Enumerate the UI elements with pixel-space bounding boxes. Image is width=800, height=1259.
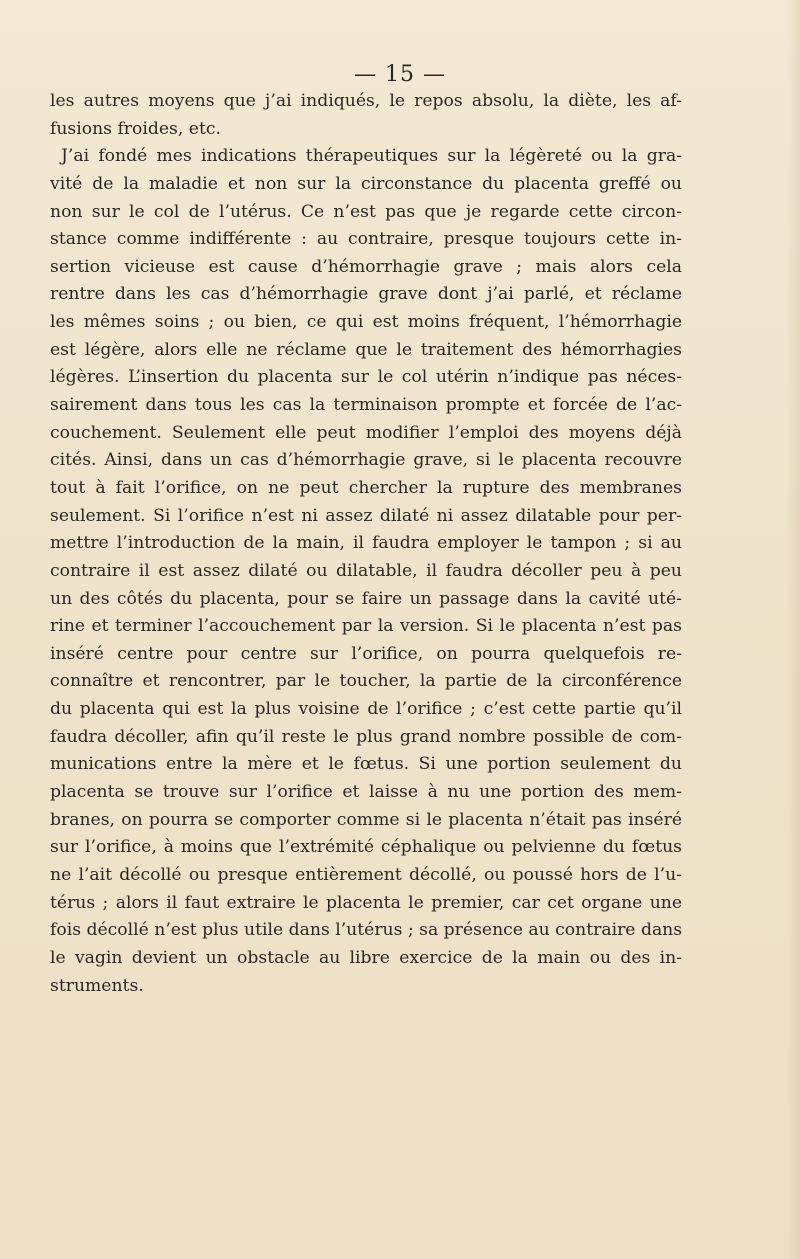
text-line: fois décollé n’est plus utile dans l’utérus ; sa présence au contraire dans: [50, 920, 683, 941]
text-line: fusions froides, etc.: [50, 118, 221, 139]
text-line: connaître et rencontrer, par le toucher, la partie de la circonférence: [50, 671, 682, 692]
text-line: munications entre la mère et le fœtus. Si une portion seulement du: [50, 754, 682, 775]
text-line: rentre dans les cas d’hémorrhagie grave dont j’ai parlé, et réclame: [50, 284, 682, 305]
text-line: contraire il est assez dilaté ou dilatable, il faudra décoller peu à peu: [50, 560, 682, 581]
body-text: [50, 88, 682, 1000]
text-line: non sur le col de l’utérus. Ce n’est pas que je regarde cette circon-: [50, 201, 682, 222]
text-line: J’ai fondé mes indications thérapeutiques sur la légèreté ou la gra-: [61, 146, 682, 167]
text-line: le vagin devient un obstacle au libre exercice de la main ou des in-: [50, 947, 682, 968]
paragraph-2: [50, 143, 682, 1000]
text-line: un des côtés du placenta, pour se faire un passage dans la cavité uté-: [50, 588, 682, 609]
text-line: couchement. Seulement elle peut modifier l’emploi des moyens déjà: [50, 422, 682, 443]
paragraph-1: [50, 88, 682, 143]
text-line: branes, on pourra se comporter comme si le placenta n’était pas inséré: [50, 809, 682, 830]
text-line: rine et terminer l’accouchement par la version. Si le placenta n’est pas: [50, 616, 682, 637]
text-line: placenta se trouve sur l’orifice et laisse à nu une portion des mem-: [50, 782, 682, 803]
text-line: ne l’ait décollé ou presque entièrement décollé, ou poussé hors de l’u-: [50, 864, 682, 885]
text-line: est légère, alors elle ne réclame que le traitement des hémorrhagies: [50, 339, 682, 360]
text-line: sairement dans tous les cas la terminaison prompte et forcée de l’ac-: [50, 395, 682, 416]
text-line: légères. L’insertion du placenta sur le col utérin n’indique pas néces-: [50, 367, 682, 388]
text-line: du placenta qui est la plus voisine de l’orifice ; c’est cette partie qu’il: [50, 699, 682, 720]
text-line: faudra décoller, afin qu’il reste le plus grand nombre possible de com-: [50, 726, 682, 747]
text-line: inséré centre pour centre sur l’orifice, on pourra quelquefois re-: [50, 643, 682, 664]
text-line: tout à fait l’orifice, on ne peut chercher la rupture des membranes: [50, 477, 682, 498]
text-line: les mêmes soins ; ou bien, ce qui est moins fréquent, l’hémorrhagie: [50, 312, 682, 333]
page-edge-shadow: [786, 0, 800, 1259]
text-line: sur l’orifice, à moins que l’extrémité céphalique ou pelvienne du fœtus: [50, 837, 682, 858]
page-number: — 15 —: [354, 62, 446, 87]
text-line: struments.: [50, 975, 144, 996]
text-line: stance comme indifférente : au contraire, presque toujours cette in-: [50, 229, 682, 250]
text-line: sertion vicieuse est cause d’hémorrhagie grave ; mais alors cela: [50, 256, 682, 277]
text-line: cités. Ainsi, dans un cas d’hémorrhagie grave, si le placenta recouvre: [50, 450, 682, 471]
text-line: mettre l’introduction de la main, il faudra employer le tampon ; si au: [50, 533, 682, 554]
text-line: vité de la maladie et non sur la circonstance du placenta greffé ou: [50, 173, 682, 194]
text-line: seulement. Si l’orifice n’est ni assez dilaté ni assez dilatable pour per-: [50, 505, 682, 526]
text-line: les autres moyens que j’ai indiqués, le repos absolu, la diète, les af-: [50, 91, 682, 111]
text-line: térus ; alors il faut extraire le placenta le premier, car cet organe une: [50, 892, 682, 913]
